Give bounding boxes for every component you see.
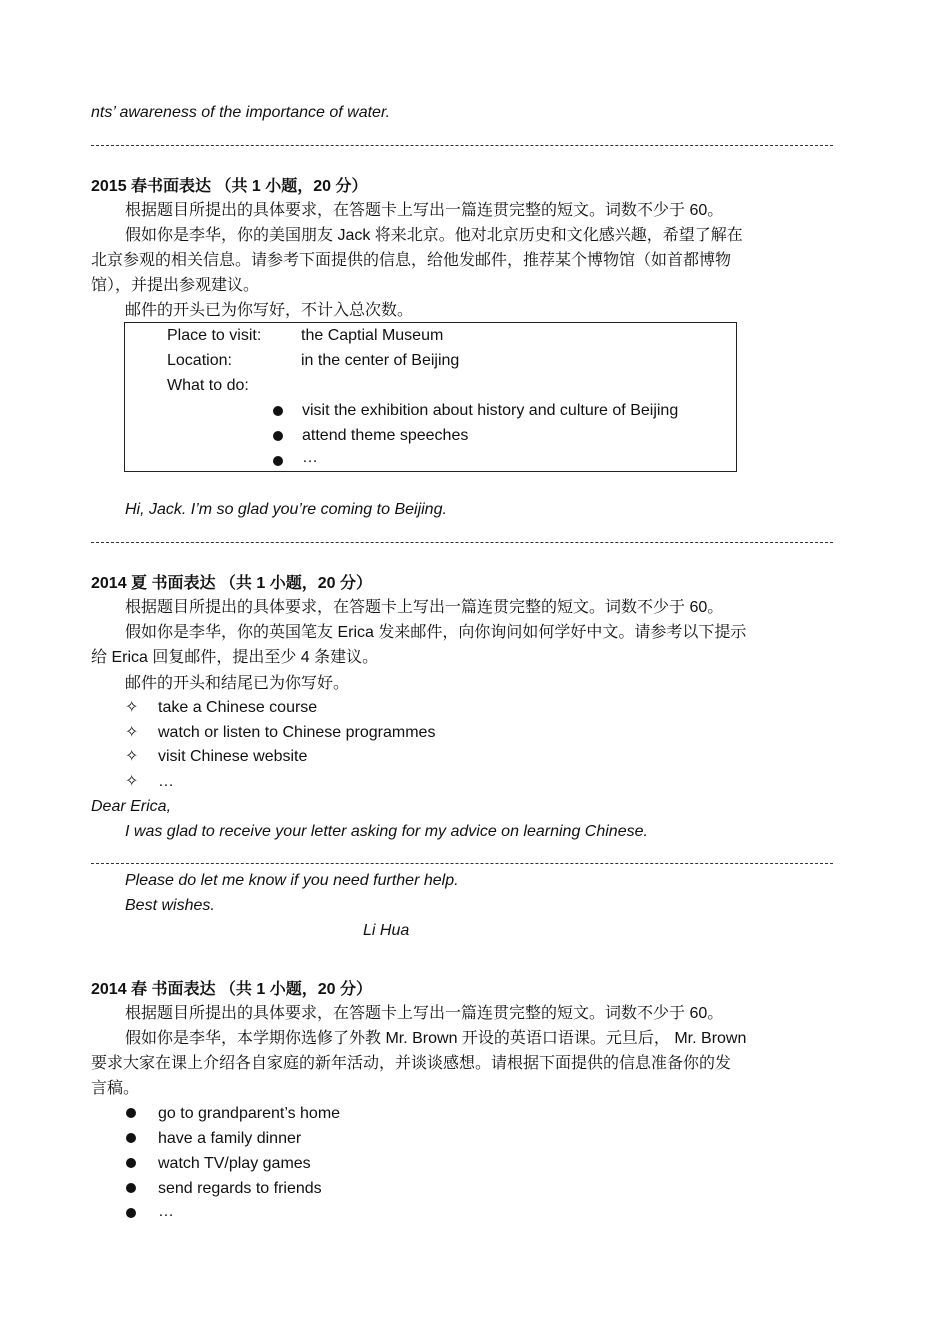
- todo-item: …: [302, 449, 318, 466]
- hint-item: watch or listen to Chinese programmes: [158, 724, 436, 741]
- bullet-icon: [126, 1208, 136, 1218]
- section-heading-2015-spring: 2015 春书面表达 （共 1 小题，20 分）: [91, 178, 368, 195]
- hint-item: …: [158, 1203, 174, 1220]
- email-signature: Li Hua: [363, 922, 410, 939]
- prompt-text: 北京参观的相关信息。请参考下面提供的信息，给他发邮件，推荐某个博物馆（如首都博物: [91, 252, 732, 269]
- bullet-icon: [126, 1108, 136, 1118]
- instruction-text: 根据题目所提出的具体要求，在答题卡上写出一篇连贯完整的短文。词数不少于 60。: [125, 1005, 724, 1022]
- hint-item: …: [158, 773, 174, 790]
- prompt-note: 邮件的开头和结尾已为你写好。: [125, 675, 350, 692]
- place-label: Place to visit:: [167, 327, 262, 344]
- hint-item: watch TV/play games: [158, 1155, 311, 1172]
- instruction-text: 根据题目所提出的具体要求，在答题卡上写出一篇连贯完整的短文。词数不少于 60。: [125, 599, 724, 616]
- todo-label: What to do:: [167, 377, 249, 394]
- dashed-divider: [91, 145, 833, 146]
- hint-item: have a family dinner: [158, 1130, 302, 1147]
- star-bullet-icon: ✧: [125, 699, 139, 716]
- hint-item: take a Chinese course: [158, 699, 318, 716]
- prompt-text: 假如你是李华，你的美国朋友 Jack 将来北京。他对北京历史和文化感兴趣，希望了解在: [125, 227, 743, 244]
- instruction-text: 根据题目所提出的具体要求，在答题卡上写出一篇连贯完整的短文。词数不少于 60。: [125, 202, 724, 219]
- hint-item: go to grandparent’s home: [158, 1105, 341, 1122]
- prompt-note: 邮件的开头已为你写好，不计入总次数。: [125, 302, 414, 319]
- email-opening: Hi, Jack. I’m so glad you’re coming to Beijing.: [125, 501, 447, 518]
- bullet-icon: [273, 431, 283, 441]
- hint-item: visit Chinese website: [158, 748, 308, 765]
- star-bullet-icon: ✧: [125, 748, 139, 765]
- prompt-text: 要求大家在课上介绍各自家庭的新年活动，并谈谈感想。请根据下面提供的信息准备你的发: [91, 1055, 732, 1072]
- prompt-text: 馆），并提出参观建议。: [91, 277, 260, 294]
- prompt-text: 给 Erica 回复邮件，提出至少 4 条建议。: [91, 649, 379, 666]
- bullet-icon: [126, 1183, 136, 1193]
- intro-fragment: nts’ awareness of the importance of water.: [91, 104, 391, 121]
- dashed-divider: [91, 542, 833, 543]
- email-closing: Please do let me know if you need further help.: [125, 872, 459, 889]
- section-heading-2014-summer: 2014 夏 书面表达 （共 1 小题，20 分）: [91, 575, 372, 592]
- star-bullet-icon: ✧: [125, 724, 139, 741]
- email-greeting: Dear Erica,: [91, 798, 172, 815]
- star-bullet-icon: ✧: [125, 773, 139, 790]
- prompt-text: 言稿。: [91, 1080, 140, 1097]
- hint-item: send regards to friends: [158, 1180, 322, 1197]
- bullet-icon: [126, 1158, 136, 1168]
- section-heading-2014-spring: 2014 春 书面表达 （共 1 小题，20 分）: [91, 981, 372, 998]
- todo-item: attend theme speeches: [302, 427, 469, 444]
- email-closing: Best wishes.: [125, 897, 215, 914]
- todo-item: visit the exhibition about history and culture of Beijing: [302, 402, 679, 419]
- bullet-icon: [126, 1133, 136, 1143]
- location-value: in the center of Beijing: [301, 352, 460, 369]
- info-box: [124, 322, 737, 472]
- dashed-divider: [91, 863, 833, 864]
- prompt-text: 假如你是李华，本学期你选修了外教 Mr. Brown 开设的英语口语课。元旦后， Mr. Brown: [125, 1030, 747, 1047]
- bullet-icon: [273, 406, 283, 416]
- email-opening: I was glad to receive your letter asking for my advice on learning Chinese.: [125, 823, 648, 840]
- bullet-icon: [273, 456, 283, 466]
- place-value: the Captial Museum: [301, 327, 444, 344]
- location-label: Location:: [167, 352, 232, 369]
- prompt-text: 假如你是李华，你的英国笔友 Erica 发来邮件，向你询问如何学好中文。请参考以下提示: [125, 624, 747, 641]
